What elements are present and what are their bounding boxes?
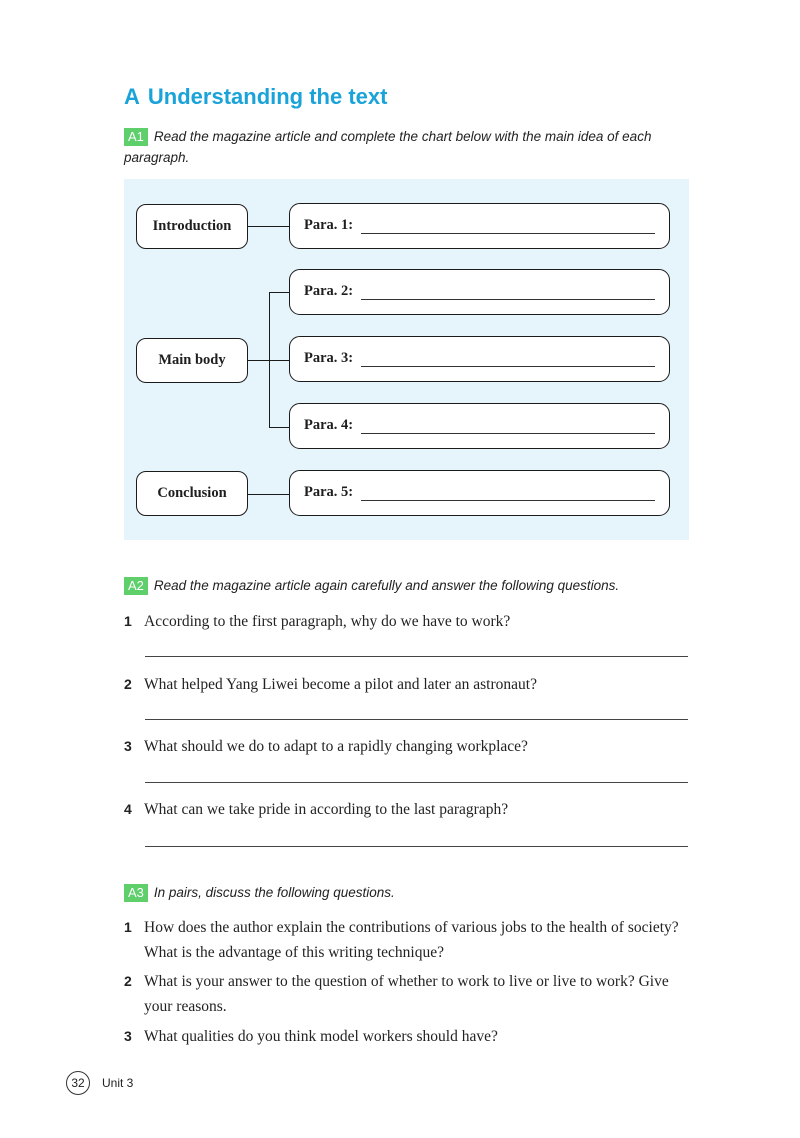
a3-tag: A3 [124,884,148,902]
para-label: Para. 4: [304,417,354,433]
connector-line [248,226,289,227]
question-number: 3 [124,738,132,754]
question-text: What helped Yang Liwei become a pilot and later an astronaut? [144,676,537,693]
connector-line [248,494,289,495]
question-number: 1 [124,919,132,935]
answer-line[interactable] [145,719,688,720]
question-number: 2 [124,973,132,989]
para-label: Para. 5: [304,484,354,500]
question-number: 2 [124,676,132,692]
para-box [289,336,670,382]
para-box [289,403,670,449]
answer-line[interactable] [145,846,688,847]
paragraph-chart [124,179,689,540]
answer-blank[interactable] [361,299,655,300]
question-item [124,609,690,634]
section-title-text: Understanding the text [147,84,388,109]
a2-tag: A2 [124,577,148,595]
a1-instruction-text: Read the magazine article and complete the chart below with the main idea of each paragraph. [124,129,652,165]
question-text: How does the author explain the contributions of various jobs to the health of society? What is the advantage of this writing technique? [144,919,679,961]
question-item [124,797,690,822]
question-text: What should we do to adapt to a rapidly changing workplace? [144,738,528,755]
section-letter: A [124,84,140,109]
question-number: 4 [124,801,132,817]
discussion-item [124,1024,690,1049]
answer-line[interactable] [145,782,688,783]
para-label: Para. 2: [304,283,354,299]
a3-instruction-text: In pairs, discuss the following questions. [153,885,395,900]
a1-instruction [124,126,684,168]
discussion-item [124,969,690,1019]
main-body-box: Main body [136,338,248,383]
question-text: What qualities do you think model workers should have? [144,1028,498,1045]
answer-line[interactable] [145,656,688,657]
answer-blank[interactable] [361,433,655,434]
introduction-box: Introduction [136,204,248,249]
answer-blank[interactable] [361,366,655,367]
a3-instruction [124,882,684,903]
connector-line [269,292,289,293]
a2-instruction [124,575,684,596]
question-text: What is your answer to the question of whether to work to live or live to work? Give your reasons. [144,973,669,1015]
discussion-item [124,915,690,965]
question-number: 3 [124,1028,132,1044]
para-label: Para. 3: [304,350,354,366]
page-footer [66,1071,133,1095]
conclusion-box: Conclusion [136,471,248,516]
para-box [289,269,670,315]
answer-blank[interactable] [361,233,655,234]
a1-tag: A1 [124,128,148,146]
question-text: What can we take pride in according to the last paragraph? [144,801,509,818]
connector-line [269,360,289,361]
para-box [289,203,670,249]
a2-instruction-text: Read the magazine article again carefully and answer the following questions. [153,578,620,593]
connector-line [269,427,289,428]
section-title [124,84,387,110]
question-item [124,672,690,697]
page-number: 32 [66,1071,90,1095]
question-text: According to the first paragraph, why do we have to work? [144,613,511,630]
para-label: Para. 1: [304,217,354,233]
question-item [124,734,690,759]
para-box [289,470,670,516]
connector-line [248,360,269,361]
answer-blank[interactable] [361,500,655,501]
unit-label: Unit 3 [102,1076,134,1090]
question-number: 1 [124,613,132,629]
